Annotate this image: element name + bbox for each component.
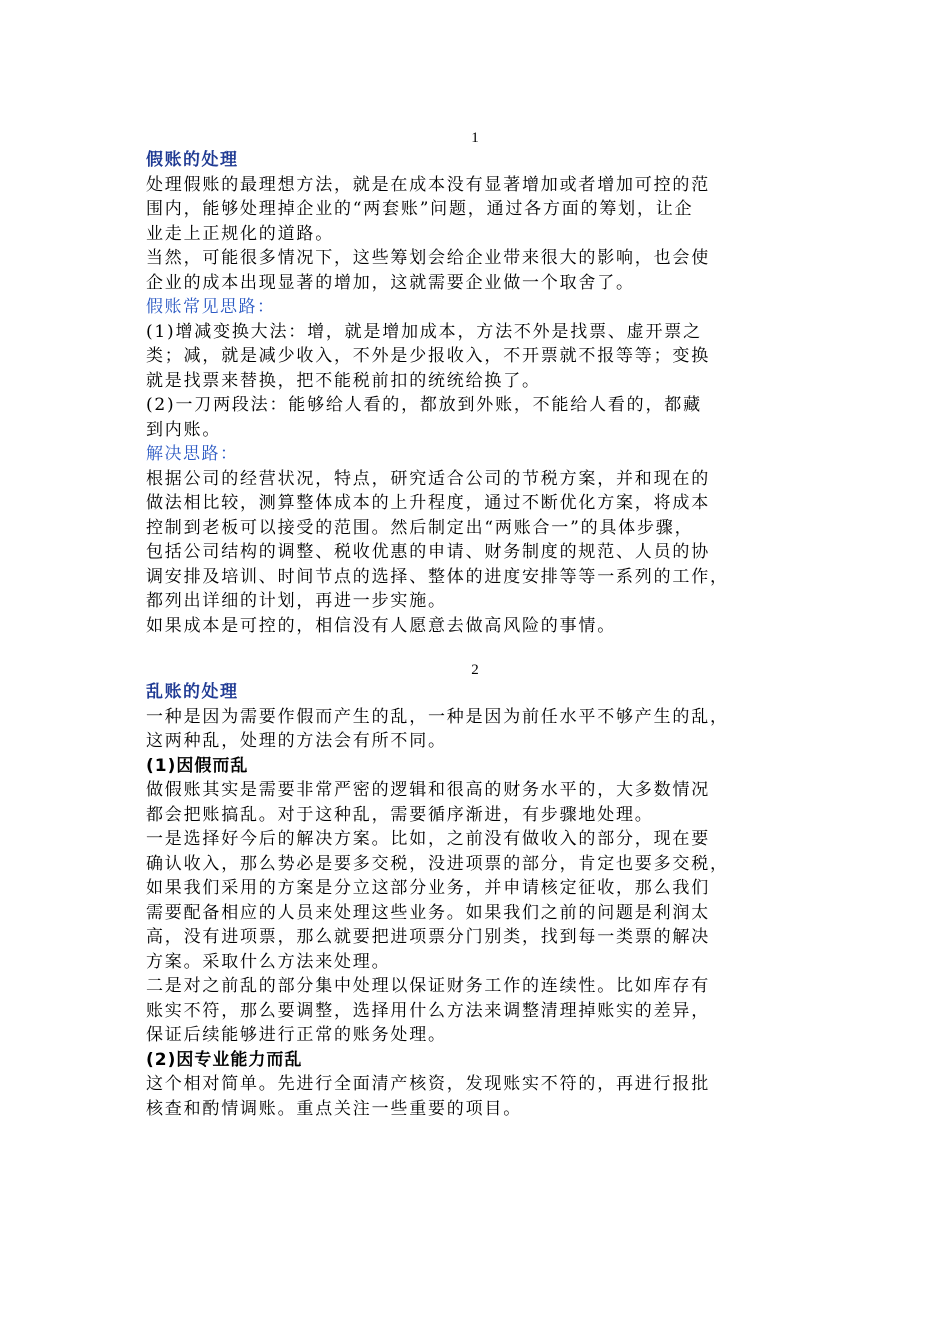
common-ideas-paragraph	[146, 320, 814, 443]
text-line: 如果我们采用的方案是分立这部分业务，并申请核定征收，那么我们	[146, 878, 710, 898]
text-line: 当然，可能很多情况下，这些筹划会给企业带来很大的影响，也会使	[146, 248, 710, 268]
text-line: 核查和酌情调账。重点关注一些重要的项目。	[146, 1098, 522, 1119]
subsection-heading-fake: (1)因假而乱	[146, 755, 249, 776]
text-line: 这两种乱，处理的方法会有所不同。	[146, 731, 447, 751]
text-line: 都列出详细的计划，再进一步实施。	[146, 591, 447, 611]
text-line: 方案。采取什么方法来处理。	[146, 951, 391, 972]
document-content	[146, 128, 814, 1121]
section-spacer	[146, 638, 814, 660]
text-line: 做假账其实是需要非常严密的逻辑和很高的财务水平的，大多数情况	[146, 780, 710, 800]
text-line: 做法相比较，测算整体成本的上升程度，通过不断优化方案，将成本	[146, 493, 710, 513]
text-line: 类；减，就是减少收入，不外是少报收入，不开票就不报等等；变换	[146, 346, 710, 366]
text-line: 企业的成本出现显著的增加，这就需要企业做一个取舍了。	[146, 272, 635, 293]
text-line: 根据公司的经营状况，特点，研究适合公司的节税方案，并和现在的	[146, 468, 710, 489]
text-line: 都会把账搞乱。对于这种乱，需要循序渐进，有步骤地处理。	[146, 804, 654, 825]
text-line: 保证后续能够进行正常的账务处理。	[146, 1025, 447, 1045]
text-line: 这个相对简单。先进行全面清产核资，发现账实不符的，再进行报批	[146, 1074, 710, 1094]
text-line: 确认收入，那么势必是要多交税，没进项票的部分，肯定也要多交税，	[146, 853, 729, 874]
text-line: (1)增减变换大法：增，就是增加成本，方法不外是找票、虚开票之	[146, 321, 702, 342]
text-line: 账实不符，那么要调整，选择用什么方法来调整清理掉账实的差异，	[146, 1000, 710, 1021]
section-title-fake-accounts: 假账的处理	[146, 150, 239, 170]
text-line: 需要配备相应的人员来处理这些业务。如果我们之前的问题是利润太	[146, 902, 710, 923]
text-line: 高，没有进项票，那么就要把进项票分门别类，找到每一类票的解决	[146, 927, 710, 947]
text-line: 就是找票来替换，把不能税前扣的统统给换了。	[146, 370, 541, 391]
subsection-paragraph	[146, 778, 814, 1048]
text-line: 调安排及培训、时间节点的选择、整体的进度安排等等一系列的工作，	[146, 566, 729, 587]
text-line: 业走上正规化的道路。	[146, 223, 334, 244]
subsection-paragraph	[146, 1072, 814, 1121]
subsection-heading-capability: (2)因专业能力而乱	[146, 1049, 303, 1070]
solution-heading: 解决思路：	[146, 444, 239, 464]
solution-paragraph	[146, 467, 814, 639]
text-line: 到内账。	[146, 419, 222, 440]
text-line: 如果成本是可控的，相信没有人愿意去做高风险的事情。	[146, 615, 616, 636]
intro-paragraph	[146, 705, 814, 754]
text-line: (2)一刀两段法：能够给人看的，都放到外账，不能给人看的，都藏	[146, 395, 702, 415]
text-line: 二是对之前乱的部分集中处理以保证财务工作的连续性。比如库存有	[146, 976, 710, 996]
intro-paragraph	[146, 173, 814, 296]
text-line: 一是选择好今后的解决方案。比如，之前没有做收入的部分，现在要	[146, 829, 710, 849]
common-ideas-heading: 假账常见思路：	[146, 297, 276, 317]
text-line: 控制到老板可以接受的范围。然后制定出“两账合一”的具体步骤，	[146, 517, 694, 538]
text-line: 围内，能够处理掉企业的“两套账”问题，通过各方面的筹划，让企	[146, 199, 694, 219]
section-title-messy-accounts: 乱账的处理	[146, 682, 239, 702]
page-number-1: 1	[471, 130, 479, 146]
text-line: 一种是因为需要作假而产生的乱，一种是因为前任水平不够产生的乱，	[146, 706, 729, 727]
text-line: 处理假账的最理想方法，就是在成本没有显著增加或者增加可控的范	[146, 174, 710, 195]
page-number-2: 2	[471, 662, 479, 678]
text-line: 包括公司结构的调整、税收优惠的申请、财务制度的规范、人员的协	[146, 542, 710, 562]
